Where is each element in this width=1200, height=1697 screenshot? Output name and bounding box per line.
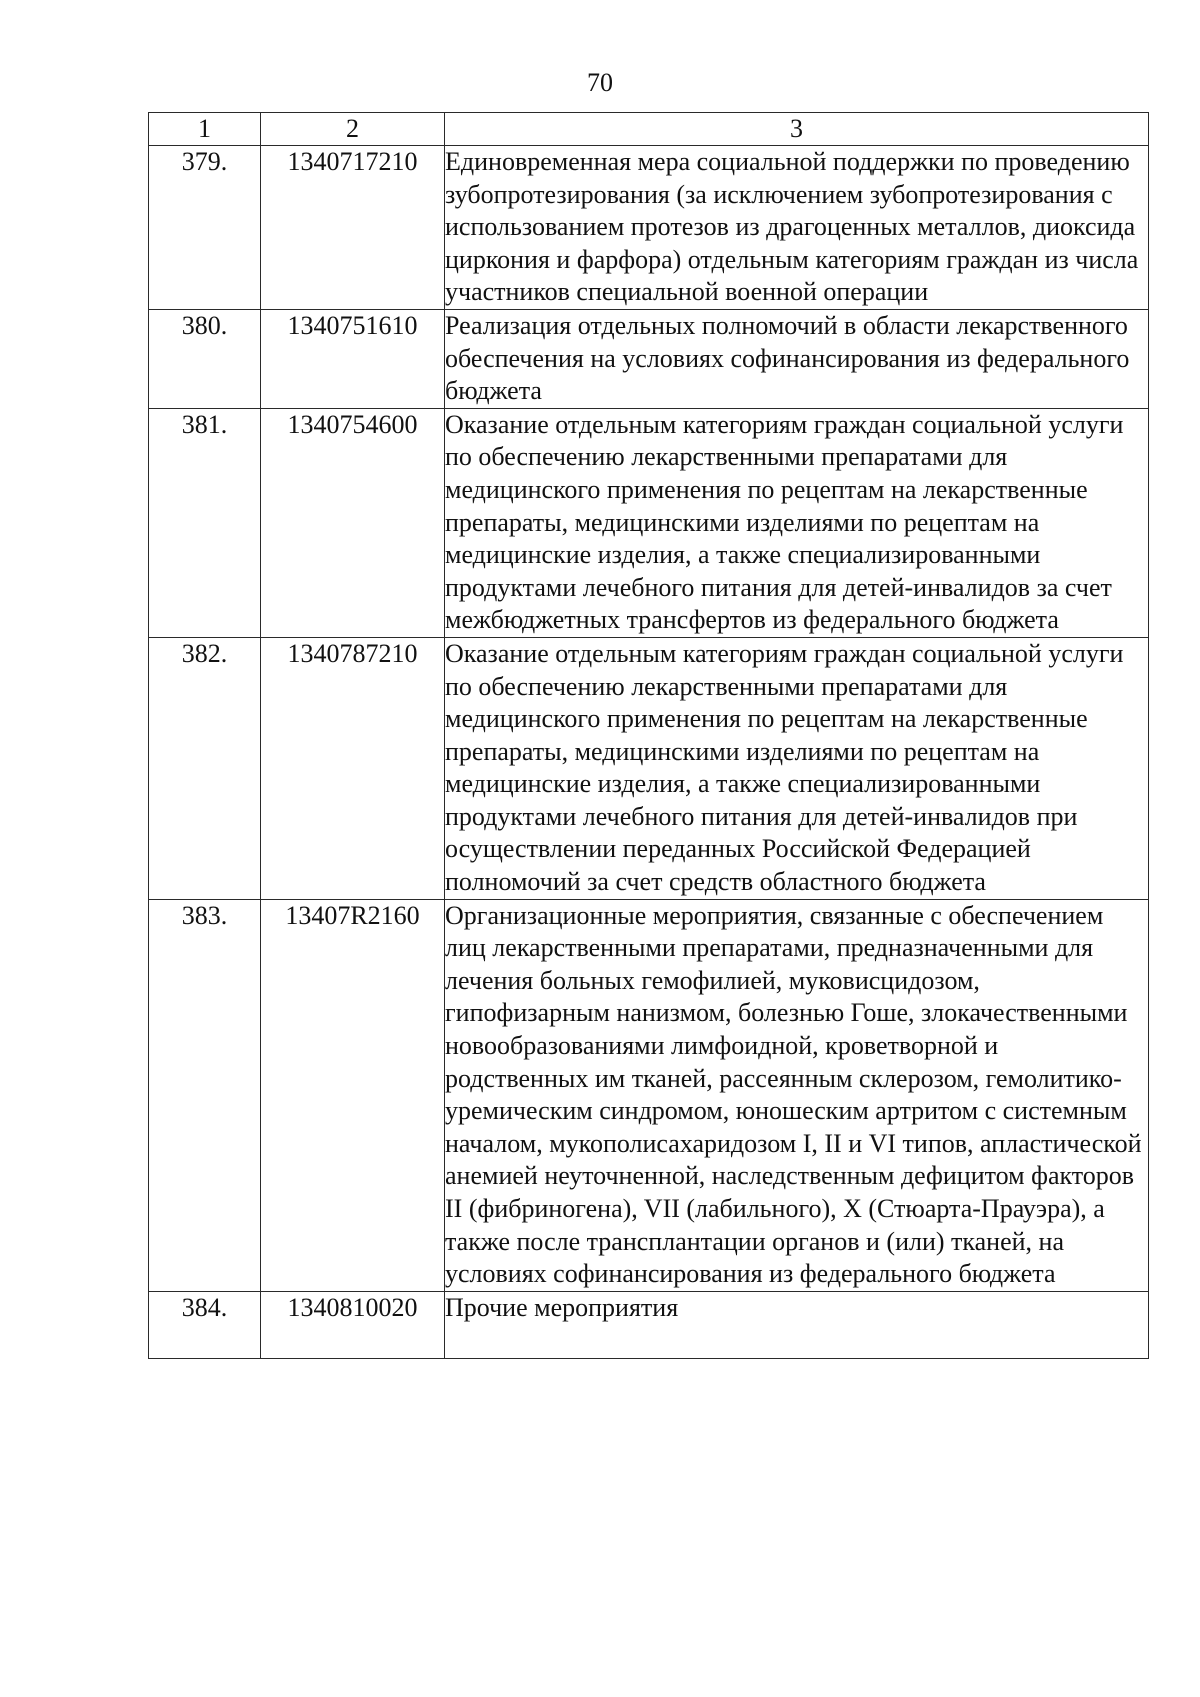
table-row [149, 309, 1149, 408]
table-row [149, 637, 1149, 899]
row-description: Прочие мероприятия [445, 1291, 1149, 1358]
row-number: 383. [149, 899, 261, 1291]
budget-table [148, 112, 1149, 1359]
row-number: 384. [149, 1291, 261, 1358]
row-number: 380. [149, 309, 261, 408]
row-description: Оказание отдельным категориям граждан социальной услуги по обеспечению лекарственными препаратами для медицинского применения по рецептам на лекарственные препараты, медицинскими изделиями по рецептам на медицинские изделия, а также специализированными продуктами лечебного питания для детей-инвалидов за счет межбюджетных трансфертов из федерального бюджета [445, 408, 1149, 637]
row-code: 13407R2160 [261, 899, 445, 1291]
row-description: Организационные мероприятия, связанные с обеспечением лиц лекарственными препаратами, предназначенными для лечения больных гемофилией, муковисцидозом, гипофизарным нанизмом, болезнью Гоше, злокачественными новообразованиями лимфоидной, кроветворной и родственных им тканей, рассеянным склерозом, гемолитико-уремическим синдромом, юношеским артритом с системным началом, мукополисахаридозом I, II и VI типов, апластической анемией неуточненной, наследственным дефицитом факторов II (фибриногена), VII (лабильного), X (Стюарта-Прауэра), а также после трансплантации органов и (или) тканей, на условиях софинансирования из федерального бюджета [445, 899, 1149, 1291]
row-code: 1340810020 [261, 1291, 445, 1358]
table-row [149, 1291, 1149, 1358]
page-number: 70 [587, 68, 613, 97]
row-number: 379. [149, 146, 261, 310]
column-header-code: 2 [261, 113, 445, 146]
row-code: 1340787210 [261, 637, 445, 899]
row-description: Реализация отдельных полномочий в области лекарственного обеспечения на условиях софинансирования из федерального бюджета [445, 309, 1149, 408]
table-row [149, 408, 1149, 637]
row-code: 1340751610 [261, 309, 445, 408]
table-row [149, 899, 1149, 1291]
column-header-description: 3 [445, 113, 1149, 146]
row-number: 382. [149, 637, 261, 899]
table-row [149, 146, 1149, 310]
row-code: 1340754600 [261, 408, 445, 637]
row-code: 1340717210 [261, 146, 445, 310]
table-header-row [149, 113, 1149, 146]
row-description: Оказание отдельным категориям граждан социальной услуги по обеспечению лекарственными препаратами для медицинского применения по рецептам на лекарственные препараты, медицинскими изделиями по рецептам на медицинские изделия, а также специализированными продуктами лечебного питания для детей-инвалидов при осуществлении переданных Российской Федерацией полномочий за счет средств областного бюджета [445, 637, 1149, 899]
row-description: Единовременная мера социальной поддержки по проведению зубопротезирования (за исключением зубопротезирования с использованием протезов из драгоценных металлов, диоксида циркония и фарфора) отдельным категориям граждан из числа участников специальной военной операции [445, 146, 1149, 310]
row-number: 381. [149, 408, 261, 637]
column-header-number: 1 [149, 113, 261, 146]
